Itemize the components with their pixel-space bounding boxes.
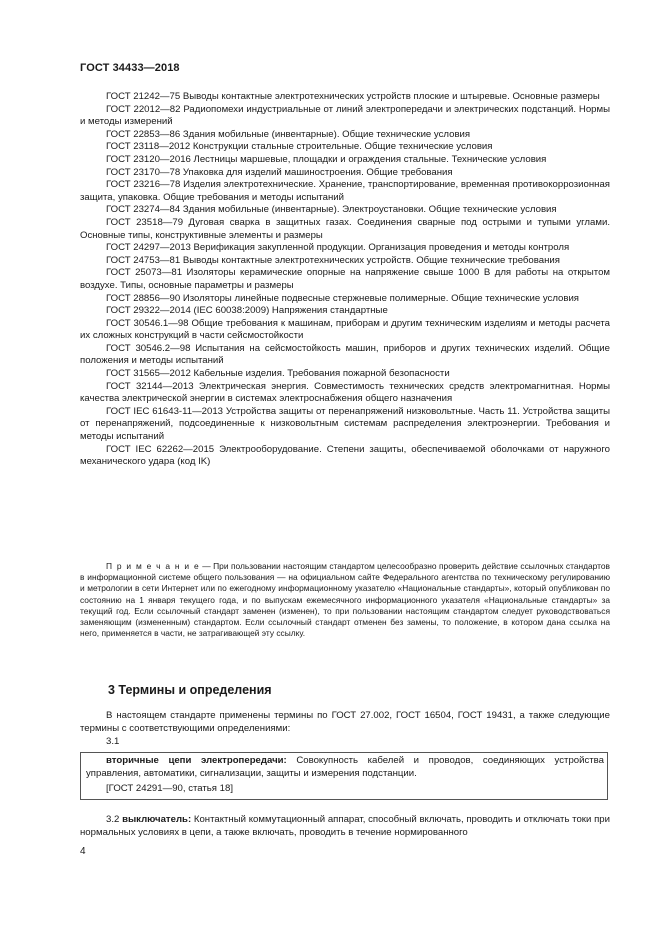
reference-item: ГОСТ 31565—2012 Кабельные изделия. Требования пожарной безопасности	[106, 368, 450, 380]
term-definition	[86, 755, 604, 780]
term-number: 3.1	[106, 736, 120, 747]
reference-item: ГОСТ 23118—2012 Конструкции стальные строительные. Общие технические условия	[106, 141, 493, 153]
normative-references-list	[80, 91, 610, 469]
note-label: П р и м е ч а н и е	[106, 561, 200, 571]
reference-item: ГОСТ 21242—75 Выводы контактные электротехнических устройств плоские и штыревые. Основные размеры	[106, 91, 600, 102]
reference-item: ГОСТ 24753—81 Выводы контактные электротехнических устройств. Общие технические требования	[106, 254, 560, 266]
section-intro: В настоящем стандарте применены термины по ГОСТ 27.002, ГОСТ 16504, ГОСТ 19431, а также следующие термины с соответствующими определениями:	[80, 710, 610, 734]
page-number: 4	[80, 846, 86, 857]
term-name: выключатель:	[122, 814, 192, 825]
reference-item: ГОСТ 25073—81 Изоляторы керамические опорные на напряжение свыше 1000 В для работы на открытом воздухе. Типы, основные параметры и размеры	[80, 267, 610, 291]
reference-item: ГОСТ 28856—90 Изоляторы линейные подвесные стержневые полимерные. Общие технические условия	[106, 292, 580, 304]
term-paragraph	[80, 814, 610, 839]
term-name: вторичные цепи электропередачи:	[106, 755, 287, 766]
section-title: 3 Термины и определения	[108, 683, 272, 697]
document-header: ГОСТ 34433—2018	[80, 62, 180, 74]
reference-item: ГОСТ 23518—79 Дуговая сварка в защитных газах. Соединения сварные под острыми и тупыми углами. Основные типы, конструктивные элементы и размеры	[80, 216, 610, 241]
reference-item: ГОСТ 23170—78 Упаковка для изделий машиностроения. Общие требования	[106, 166, 453, 178]
note-text: — При пользовании настоящим стандартом целесообразно проверить действие ссылочных стандартов в информационной системе общего пользования — на официальном сайте Федерального агентства по техническому регулированию и метрологии в сети Интернет или по ежегодному информационному указателю «Национальные стандарты», который опубликован по состоянию на 1 января текущего года, и по выпускам ежемесячного информационного указателя «Национальные стандарты» за текущий год. Если ссылочный стандарт заменен (изменен), то при пользовании настоящим стандартом следует руководствоваться заменяющим (измененным) стандартом. Если ссылочный стандарт отменен без замены, то положение, в котором дана ссылка на него, применяется в части, не затрагивающей эту ссылку.	[80, 561, 610, 639]
reference-item: ГОСТ 22853—86 Здания мобильные (инвентарные). Общие технические условия	[106, 128, 471, 140]
reference-item: ГОСТ 23216—78 Изделия электротехнические. Хранение, транспортирование, временная противокоррозионная защита, упаковка. Общие требования и методы испытаний	[80, 179, 610, 203]
reference-item: ГОСТ 22012—82 Радиопомехи индустриальные от линий электропередачи и электрических подстанций. Нормы и методы измерений	[80, 103, 610, 128]
term-definition-text: Совокупность кабелей и проводов, соединяющих устройства управления, автоматики, сигнализации, защиты и измерения подстанции.	[86, 755, 604, 779]
reference-item: ГОСТ 23120—2016 Лестницы маршевые, площадки и ограждения стальные. Технические условия	[106, 153, 547, 165]
term-source: [ГОСТ 24291—90, статья 18]	[106, 783, 233, 794]
term-definition-text: Контактный коммутационный аппарат, способный включать, проводить и отключать токи при нормальных условиях в цепи, а также включать, проводить в течение нормированного	[80, 814, 610, 838]
reference-item: ГОСТ 32144—2013 Электрическая энергия. Совместимость технических средств электромагнитная. Нормы качества электрической энергии в системах электроснабжения общего назначения	[80, 380, 610, 405]
reference-item: ГОСТ 30546.1—98 Общие требования к машинам, приборам и другим техническим изделиям и методы расчета их сложных конструкций в части сейсмостойкости	[80, 317, 610, 342]
reference-item: ГОСТ 24297—2013 Верификация закупленной продукции. Организация проведения и методы контроля	[106, 242, 570, 254]
reference-item: ГОСТ IEC 62262—2015 Электрооборудование. Степени защиты, обеспечиваемой оболочками от наружного механического удара (код IK)	[80, 443, 610, 468]
reference-item: ГОСТ 30546.2—98 Испытания на сейсмостойкость машин, приборов и других технических изделий. Общие положения и методы испытаний	[80, 342, 610, 367]
reference-item: ГОСТ 23274—84 Здания мобильные (инвентарные). Электроустановки. Общие технические условия	[106, 204, 557, 216]
term-number: 3.2	[106, 814, 123, 825]
reference-item: ГОСТ 29322—2014 (IEC 60038:2009) Напряжения стандартные	[106, 305, 388, 317]
reference-note	[80, 561, 610, 639]
reference-item: ГОСТ IEC 61643-11—2013 Устройства защиты от перенапряжений низковольтные. Часть 11. Устройства защиты от перенапряжений, подсоединенные к низковольтным системам распределения электроэнергии. Требования и методы испытаний	[80, 405, 610, 443]
